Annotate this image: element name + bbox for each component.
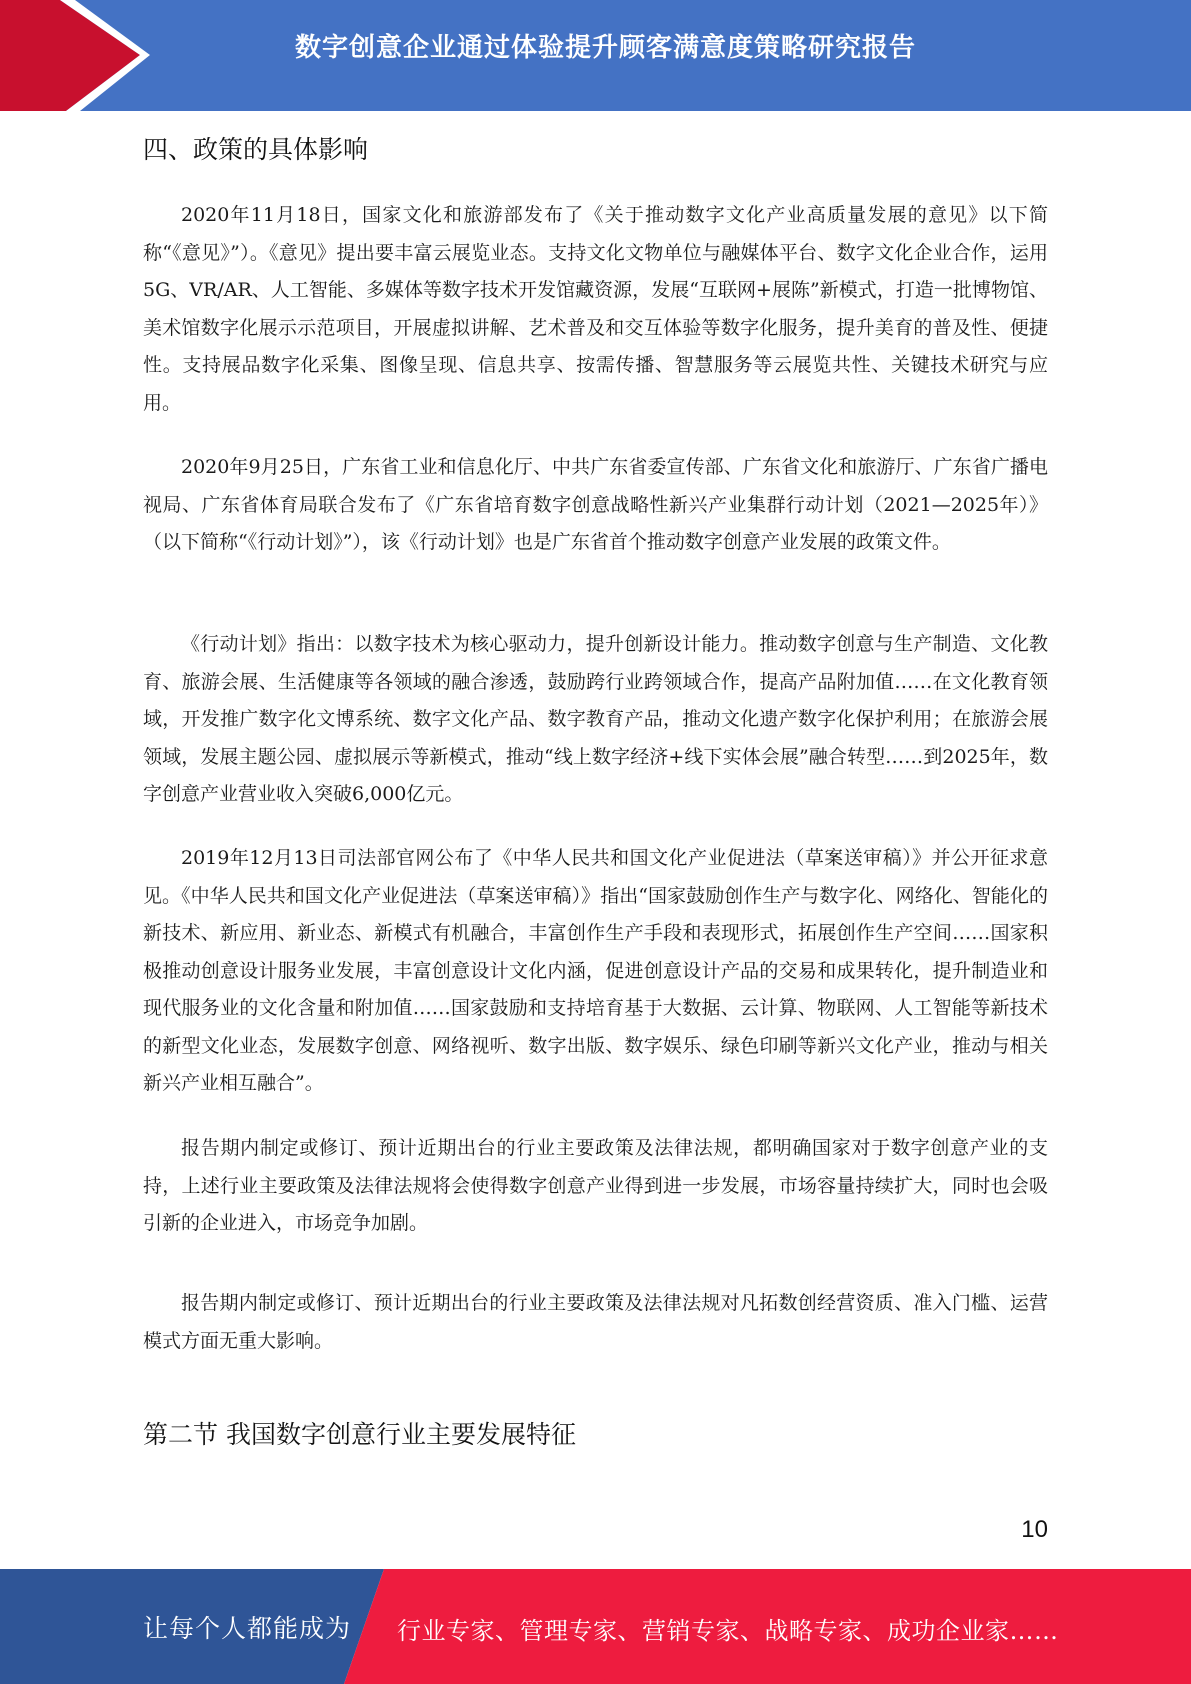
next-section-heading: 第二节 我国数字创意行业主要发展特征 — [143, 1420, 576, 1449]
paragraph: 2020年9月25日，广东省工业和信息化厅、中共广东省委宣传部、广东省文化和旅游厅、广东省广播电视局、广东省体育局联合发布了《广东省培育数字创意战略性新兴产业集群行动计划（2021—2025年）》（以下简称“《行动计划》”），该《行动计划》也是广东省首个推动数字创意产业发展的政策文件。 — [143, 456, 1048, 553]
paragraph: 2019年12月13日司法部官网公布了《中华人民共和国文化产业促进法（草案送审稿）》并公开征求意见。《中华人民共和国文化产业促进法（草案送审稿）》指出“国家鼓励创作生产与数字化、网络化、智能化的新技术、新应用、新业态、新模式有机融合，丰富创作生产手段和表现形式，拓展创作生产空间……国家积极推动创意设计服务业发展，丰富创意设计文化内涵，促进创意设计产品的交易和成果转化，提升制造业和现代服务业的文化含量和附加值……国家鼓励和支持培育基于大数据、云计算、物联网、人工智能等新技术的新型文化业态，发展数字创意、网络视听、数字出版、数字娱乐、绿色印刷等新兴文化产业，推动与相关新兴产业相互融合”。 — [143, 847, 1048, 1094]
paragraph: 《行动计划》指出：以数字技术为核心驱动力，提升创新设计能力。推动数字创意与生产制造、文化教育、旅游会展、生活健康等各领域的融合渗透，鼓励跨行业跨领域合作，提高产品附加值……在文化教育领域，开发推广数字化文博系统、数字文化产品、数字教育产品，推动文化遗产数字化保护利用；在旅游会展领域，发展主题公园、虚拟展示等新模式，推动“线上数字经济+线下实体会展”融合转型……到2025年，数字创意产业营业收入突破6,000亿元。 — [143, 633, 1048, 805]
paragraph: 报告期内制定或修订、预计近期出台的行业主要政策及法律法规对凡拓数创经营资质、准入门槛、运营模式方面无重大影响。 — [143, 1292, 1048, 1352]
paragraph: 报告期内制定或修订、预计近期出台的行业主要政策及法律法规，都明确国家对于数字创意产业的支持，上述行业主要政策及法律法规将会使得数字创意产业得到进一步发展，市场容量持续扩大，同时也会吸引新的企业进入，市场竞争加剧。 — [143, 1137, 1048, 1234]
page-number: 10 — [1021, 1516, 1048, 1543]
report-title: 数字创意企业通过体验提升顾客满意度策略研究报告 — [294, 33, 916, 63]
page-header — [0, 0, 1191, 111]
footer-slogan-left: 让每个人都能成为 — [143, 1614, 352, 1643]
footer-slogan-right: 行业专家、管理专家、营销专家、战略专家、成功企业家…… — [397, 1617, 1059, 1645]
paragraph: 2020年11月18日，国家文化和旅游部发布了《关于推动数字文化产业高质量发展的意见》以下简称“《意见》”）。《意见》提出要丰富云展览业态。支持文化文物单位与融媒体平台、数字文化企业合作，运用5G、VR/AR、人工智能、多媒体等数字技术开发馆藏资源，发展“互联网+展陈”新模式，打造一批博物馆、美术馆数字化展示示范项目，开展虚拟讲解、艺术普及和交互体验等数字化服务，提升美育的普及性、便捷性。支持展品数字化采集、图像呈现、信息共享、按需传播、智慧服务等云展览共性、关键技术研究与应用。 — [143, 204, 1048, 414]
page-footer — [0, 1569, 1191, 1684]
section-heading: 四、政策的具体影响 — [143, 135, 369, 164]
